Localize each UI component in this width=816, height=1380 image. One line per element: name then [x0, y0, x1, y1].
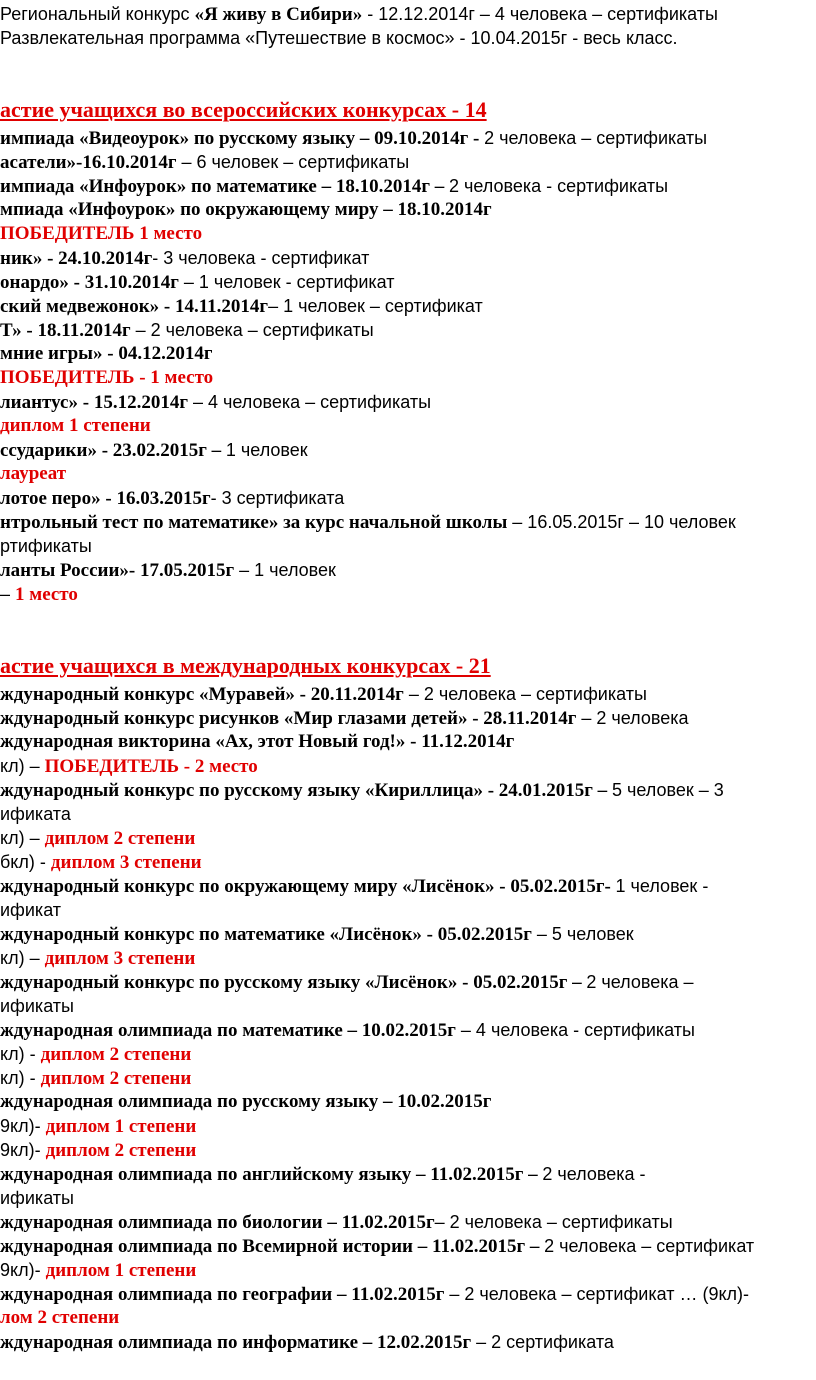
line-text: – 2 человека – сертификаты — [403, 684, 647, 704]
line-text: ник» - 24.10.2014г — [0, 248, 153, 269]
line-text: ждународная олимпиада по русскому языку – 10.02.2015г — [0, 1091, 492, 1112]
document-line — [0, 994, 816, 1019]
line-text: бкл) - — [0, 852, 51, 872]
line-text: ификаты — [0, 1188, 74, 1208]
line-text: 9кл)- — [0, 1260, 46, 1280]
document-line — [0, 826, 816, 851]
award-text: ПОБЕДИТЕЛЬ - 2 место — [44, 756, 258, 777]
document-line — [0, 754, 816, 779]
line-text: ский медвежонок» - 14.11.2014г — [0, 296, 269, 317]
document-line — [0, 174, 816, 199]
line-text: кл) – — [0, 948, 45, 968]
line-text: 9кл)- — [0, 1116, 46, 1136]
line-text: «Я живу в Сибири» — [194, 4, 363, 25]
document-line — [0, 26, 816, 51]
line-text: кл) – — [0, 828, 45, 848]
document-line — [0, 1186, 816, 1211]
document-line — [0, 1162, 816, 1187]
line-text: – 16.05.2015г – 10 человек — [507, 512, 736, 532]
document-line — [0, 1090, 816, 1114]
line-text: лотое перо» - 16.03.2015г — [0, 488, 211, 509]
line-text: ификаты — [0, 996, 74, 1016]
line-text: 1 человек - — [615, 876, 709, 896]
document-line — [0, 270, 816, 295]
line-text: 9кл)- — [0, 1140, 46, 1160]
line-text: – 1 человек – сертификат — [268, 296, 483, 316]
line-text: онардо» - 31.10.2014г — [0, 272, 179, 293]
line-text: 5 человек – 3 — [611, 780, 724, 800]
line-text: кл) – — [0, 756, 45, 776]
award-text: диплом 1 степени — [45, 1260, 197, 1281]
line-text: лиантус» - 15.12.2014г — [0, 392, 188, 413]
document-line — [0, 730, 816, 754]
document-line — [0, 1114, 816, 1139]
document-line — [0, 1018, 816, 1043]
award-text: диплом 2 степени — [45, 1140, 197, 1161]
award-text: ПОБЕДИТЕЛЬ - 1 место — [0, 367, 214, 388]
award-text: диплом 2 степени — [40, 1068, 192, 1089]
document-line — [0, 1306, 816, 1330]
award-text: ПОБЕДИТЕЛЬ 1 место — [0, 223, 203, 244]
document-line — [0, 98, 816, 124]
award-text: 1 место — [15, 584, 78, 605]
line-text: - 12.12.2014г – 4 человека – сертификаты — [362, 4, 718, 24]
document-line — [0, 150, 816, 175]
line-text: ждународная олимпиада по информатике – 12.02.2015г — [0, 1332, 472, 1353]
line-text: Т» - 18.11.2014г — [0, 320, 131, 341]
line-text: ждународная олимпиада по географии – 11.02.2015г — [0, 1284, 445, 1305]
award-text: диплом 3 степени — [44, 948, 196, 969]
document-line — [0, 1234, 816, 1259]
document-line — [0, 2, 816, 27]
document-line — [0, 198, 816, 222]
award-text: лом 2 степени — [0, 1307, 120, 1328]
line-text: ждународный конкурс по русскому языку «Кириллица» - 24.01.2015г – — [0, 780, 612, 801]
line-text: – 2 сертификата — [471, 1332, 614, 1352]
line-text: 2 человека – сертификаты — [484, 128, 708, 148]
line-text: ификат — [0, 900, 62, 920]
document-line — [0, 654, 816, 680]
line-text: 2 человека - сертификаты — [448, 176, 669, 196]
document-line — [0, 682, 816, 707]
document-line — [0, 706, 816, 731]
document-line — [0, 778, 816, 803]
document-line — [0, 510, 816, 535]
line-text: ждународная олимпиада по биологии – 11.02.2015г — [0, 1212, 435, 1233]
line-text: ждународная викторина «Ах, этот Новый год!» - 11.12.2014г — [0, 731, 515, 752]
document-line — [0, 850, 816, 875]
line-text: импиада «Видеоурок» по русскому языку – 09.10.2014г - — [0, 128, 485, 149]
document-line — [0, 1066, 816, 1091]
line-text: – 5 человек — [531, 924, 634, 944]
document-line — [0, 874, 816, 899]
line-text: – 2 человека – сертификат … (9кл)- — [444, 1284, 750, 1304]
document-line — [0, 1138, 816, 1163]
document-line — [0, 922, 816, 947]
document-line — [0, 970, 816, 995]
section-heading: астие учащихся во всероссийских конкурсах - 14 — [0, 98, 487, 122]
document-line — [0, 462, 816, 486]
award-text: диплом 2 степени — [44, 828, 196, 849]
line-text: ждународный конкурс «Муравей» - 20.11.2014г — [0, 684, 404, 705]
line-text: нтрольный тест по математике» за курс начальной школы — [0, 512, 508, 533]
line-text: ификата — [0, 804, 71, 824]
line-text: – 1 человек - сертификат — [178, 272, 395, 292]
line-text: ждународная олимпиада по английскому языку – 11.02.2015г – — [0, 1164, 543, 1185]
award-text: диплом 3 степени — [50, 852, 202, 873]
document-line — [0, 222, 816, 246]
line-text: ждународная олимпиада по математике – 10.02.2015г — [0, 1020, 456, 1041]
section-heading: астие учащихся в международных конкурсах - 21 — [0, 654, 491, 678]
line-text: Развлекательная программа «Путешествие в космос» - 10.04.2015г - весь класс. — [0, 28, 678, 48]
line-text: - 3 человека - сертификат — [152, 248, 370, 268]
line-text: - 3 сертификата — [210, 488, 345, 508]
line-text: 2 человека – сертификат — [544, 1236, 755, 1256]
line-text: – 2 человека – сертификаты — [130, 320, 374, 340]
line-text: импиада «Инфоурок» по математике – 18.10.2014г – — [0, 176, 449, 197]
line-text: 2 человека – — [586, 972, 694, 992]
document-line — [0, 366, 816, 390]
document-line — [0, 946, 816, 971]
award-text: диплом 1 степени — [45, 1116, 197, 1137]
line-text: ждународный конкурс по русскому языку «Лисёнок» - 05.02.2015г – — [0, 972, 587, 993]
line-text: ждународный конкурс рисунков «Мир глазами детей» - 28.11.2014г — [0, 708, 577, 729]
line-text: мпиада «Инфоурок» по окружающему миру – 18.10.2014г — [0, 199, 492, 220]
document-line — [0, 1282, 816, 1307]
award-text: диплом 1 степени — [0, 415, 151, 436]
document-line — [0, 126, 816, 151]
document-line — [0, 802, 816, 827]
document-line — [0, 390, 816, 415]
line-text: – 2 человека – сертификаты — [434, 1212, 673, 1232]
document-line — [0, 1258, 816, 1283]
line-text: ртификаты — [0, 536, 92, 556]
line-text: 1 человек — [225, 440, 308, 460]
document-line — [0, 414, 816, 438]
line-text: – — [0, 584, 16, 604]
line-text: ссударики» - 23.02.2015г – — [0, 440, 226, 461]
line-text: ждународная олимпиада по Всемирной истории – 11.02.2015г – — [0, 1236, 545, 1257]
document-line — [0, 1042, 816, 1067]
document-line — [0, 246, 816, 271]
document-line — [0, 342, 816, 366]
document-line — [0, 318, 816, 343]
document-line — [0, 486, 816, 511]
line-text: ждународный конкурс по математике «Лисёнок» - 05.02.2015г — [0, 924, 532, 945]
document-line — [0, 1210, 816, 1235]
line-text: ждународный конкурс по окружающему миру «Лисёнок» - 05.02.2015г- — [0, 876, 616, 897]
line-text: мние игры» - 04.12.2014г — [0, 343, 213, 364]
line-text: – 6 человек – сертификаты — [176, 152, 410, 172]
line-text: кл) - — [0, 1068, 41, 1088]
line-text: – 4 человека – сертификаты — [187, 392, 432, 412]
document-line — [0, 294, 816, 319]
award-text: лауреат — [0, 463, 67, 484]
line-text: Региональный конкурс — [0, 4, 195, 24]
line-text: – 4 человека - сертификаты — [455, 1020, 695, 1040]
document-line — [0, 534, 816, 559]
document-line — [0, 898, 816, 923]
line-text: асатели»-16.10.2014г — [0, 152, 177, 173]
document-line — [0, 1330, 816, 1355]
line-text: – 1 человек — [234, 560, 336, 580]
document-line — [0, 582, 816, 607]
line-text: 2 человека - — [542, 1164, 646, 1184]
line-text: кл) - — [0, 1044, 41, 1064]
document-line — [0, 438, 816, 463]
line-text: ланты России»- 17.05.2015г — [0, 560, 235, 581]
award-text: диплом 2 степени — [40, 1044, 192, 1065]
line-text: – 2 человека — [576, 708, 689, 728]
document-line — [0, 558, 816, 583]
